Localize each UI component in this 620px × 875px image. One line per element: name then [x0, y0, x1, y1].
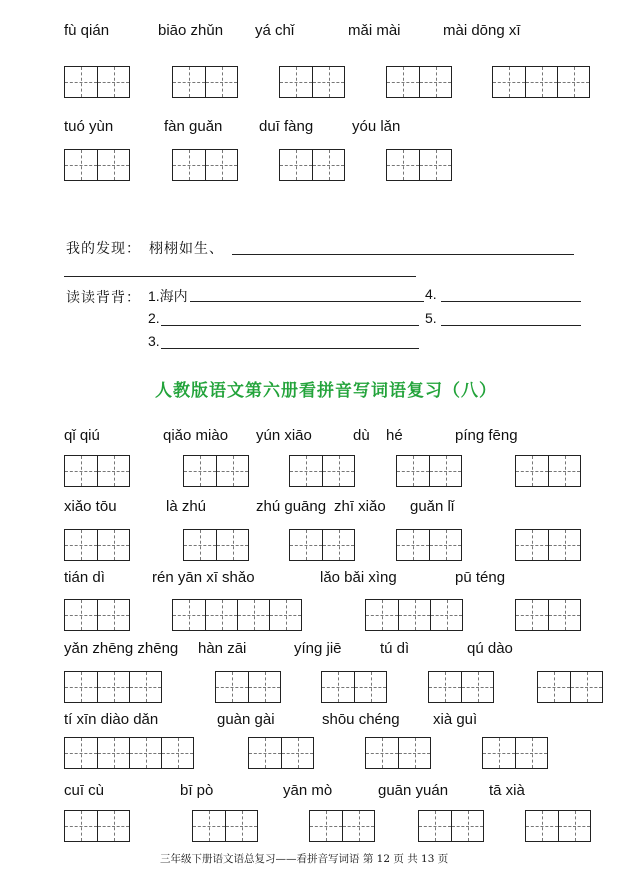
pinyin-label: biāo zhǔn: [158, 22, 224, 39]
writing-grid[interactable]: [428, 671, 494, 703]
pinyin-label: qǐ qiú: [64, 427, 100, 444]
writing-grid[interactable]: [64, 149, 130, 181]
pinyin-label: xià guì: [433, 711, 478, 728]
writing-grid[interactable]: [64, 599, 130, 631]
writing-grid[interactable]: [365, 737, 431, 769]
recite-item-label: 3.: [148, 333, 160, 349]
pinyin-label: qiǎo miào: [163, 427, 229, 444]
recite-item-label: 5.: [425, 310, 437, 326]
recite-item-label: 4.: [425, 286, 437, 302]
writing-grid[interactable]: [396, 455, 462, 487]
writing-grid[interactable]: [64, 529, 130, 561]
pinyin-label: pū téng: [455, 569, 506, 586]
writing-grid[interactable]: [365, 599, 463, 631]
writing-grid[interactable]: [64, 66, 130, 98]
pinyin-label: yá chǐ: [255, 22, 295, 39]
pinyin-label: píng fēng: [455, 427, 518, 444]
page-footer: 三年级下册语文语总复习——看拼音写词语 第 12 页 共 13 页: [160, 853, 449, 865]
writing-grid[interactable]: [482, 737, 548, 769]
writing-grid[interactable]: [279, 149, 345, 181]
pinyin-label: lǎo bǎi xìng: [320, 569, 397, 586]
pinyin-label: tú dì: [380, 640, 410, 657]
writing-grid[interactable]: [309, 810, 375, 842]
pinyin-label: cuī cù: [64, 782, 105, 799]
pinyin-label: guān yuán: [378, 782, 449, 799]
pinyin-label: yǎn zhēng zhēng: [64, 640, 179, 657]
writing-grid[interactable]: [321, 671, 387, 703]
pinyin-label: yún xiāo: [256, 427, 312, 444]
answer-line[interactable]: [441, 325, 581, 326]
answer-line[interactable]: [441, 301, 581, 302]
writing-grid[interactable]: [525, 810, 591, 842]
writing-grid[interactable]: [192, 810, 258, 842]
writing-grid[interactable]: [386, 149, 452, 181]
writing-grid[interactable]: [64, 737, 194, 769]
writing-grid[interactable]: [172, 66, 238, 98]
answer-line[interactable]: [190, 301, 424, 302]
recite-item-label: 2.: [148, 310, 160, 326]
pinyin-label: tuó yùn: [64, 118, 114, 135]
pinyin-label: yíng jiē: [294, 640, 342, 657]
pinyin-label: guàn gài: [217, 711, 275, 728]
writing-grid[interactable]: [515, 529, 581, 561]
discovery-example: 栩栩如生、: [149, 241, 224, 257]
answer-line[interactable]: [64, 276, 416, 277]
pinyin-label: yān mò: [283, 782, 333, 799]
pinyin-label: bī pò: [180, 782, 214, 799]
writing-grid[interactable]: [492, 66, 590, 98]
pinyin-label: shōu chéng: [322, 711, 400, 728]
writing-grid[interactable]: [515, 455, 581, 487]
writing-grid[interactable]: [289, 529, 355, 561]
recite-label: 读读背背：: [66, 290, 141, 306]
page-title: 人教版语文第六册看拼音写词语复习（八）: [155, 381, 497, 401]
recite-item-label: 1.海内: [148, 288, 188, 304]
pinyin-label: yóu lǎn: [352, 118, 401, 135]
pinyin-label: fù qián: [64, 22, 110, 39]
discovery-label: 我的发现：: [66, 241, 141, 257]
answer-line[interactable]: [232, 254, 574, 255]
writing-grid[interactable]: [396, 529, 462, 561]
writing-grid[interactable]: [537, 671, 603, 703]
pinyin-label: duī fàng: [259, 118, 314, 135]
writing-grid[interactable]: [515, 599, 581, 631]
answer-line[interactable]: [161, 325, 419, 326]
pinyin-label: guǎn lǐ: [410, 498, 455, 515]
writing-grid[interactable]: [418, 810, 484, 842]
writing-grid[interactable]: [386, 66, 452, 98]
pinyin-label: là zhú: [166, 498, 207, 515]
pinyin-label: hàn zāi: [198, 640, 247, 657]
pinyin-label: tián dì: [64, 569, 105, 586]
pinyin-label: qú dào: [467, 640, 513, 657]
writing-grid[interactable]: [289, 455, 355, 487]
writing-grid[interactable]: [172, 599, 302, 631]
writing-grid[interactable]: [64, 810, 130, 842]
writing-grid[interactable]: [183, 455, 249, 487]
answer-line[interactable]: [161, 348, 419, 349]
writing-grid[interactable]: [64, 455, 130, 487]
writing-grid[interactable]: [215, 671, 281, 703]
pinyin-label: mài dōng xī: [443, 22, 521, 39]
writing-grid[interactable]: [172, 149, 238, 181]
writing-grid[interactable]: [183, 529, 249, 561]
pinyin-label: zhī xiǎo: [334, 498, 386, 515]
pinyin-label: rén yān xī shǎo: [152, 569, 255, 586]
pinyin-label: fàn guǎn: [164, 118, 223, 135]
pinyin-label: hé: [386, 427, 403, 444]
pinyin-label: tí xīn diào dǎn: [64, 711, 159, 728]
pinyin-label: dù: [353, 427, 370, 444]
writing-grid[interactable]: [248, 737, 314, 769]
pinyin-label: mǎi mài: [348, 22, 401, 39]
writing-grid[interactable]: [279, 66, 345, 98]
pinyin-label: zhú guāng: [256, 498, 327, 515]
pinyin-label: xiǎo tōu: [64, 498, 117, 515]
writing-grid[interactable]: [64, 671, 162, 703]
pinyin-label: tā xià: [489, 782, 525, 799]
